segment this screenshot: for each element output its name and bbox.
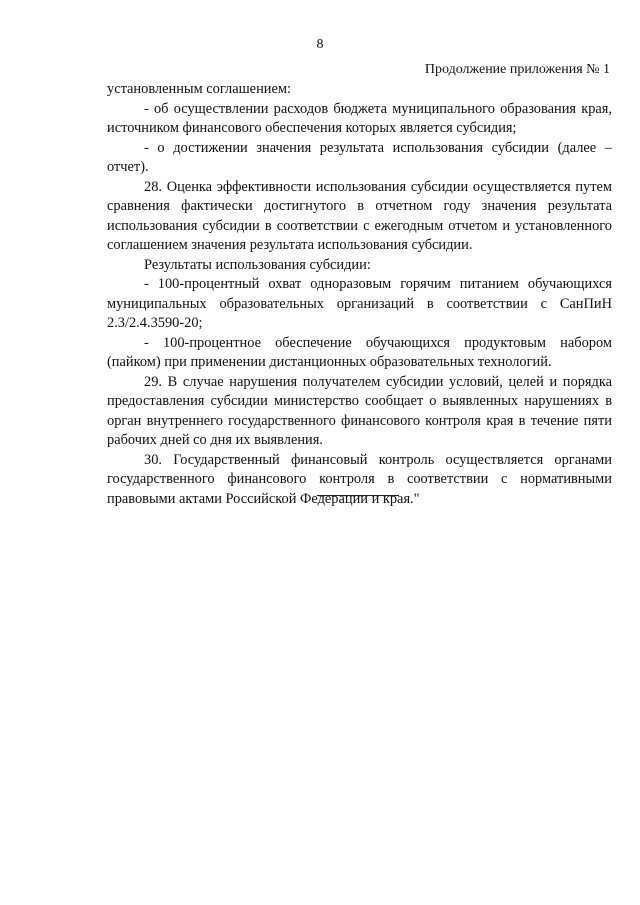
end-of-document-rule	[317, 495, 399, 496]
paragraph-result-report: - о достижении значения результата использования субсидии (далее – отчет).	[107, 139, 612, 175]
paragraph-clause-30: 30. Государственный финансовый контроль осуществляется органами государственного финансового контроля в соответствии с нормативными правовыми актами Российской Федерации и края."	[107, 451, 612, 507]
appendix-continuation-label: Продолжение приложения № 1	[424, 62, 610, 77]
page-number: 8	[316, 37, 324, 52]
paragraph-clause-28: 28. Оценка эффективности использования субсидии осуществляется путем сравнения фактически достигнутого в отчетном году значения результата использования субсидии в соответствии с ежегодным отчетом и установленного соглашением значения результата использования субсидии.	[107, 178, 612, 253]
document-body	[107, 80, 612, 509]
paragraph-hot-meals: - 100-процентный охват одноразовым горячим питанием обучающихся муниципальных образовательных организаций в соответствии с СанПиН 2.3/2.4.3590-20;	[107, 276, 612, 331]
paragraph-expenditure-report: - об осуществлении расходов бюджета муниципального образования края, источником финансового обеспечения которых является субсидия;	[107, 100, 612, 136]
paragraph-food-kits: - 100-процентное обеспечение обучающихся продуктовым набором (пайком) при применении дистанционных образовательных технологий.	[107, 334, 612, 370]
paragraph-results-heading: Результаты использования субсидии:	[144, 256, 371, 273]
paragraph-clause-29: 29. В случае нарушения получателем субсидии условий, целей и порядка предоставления субсидии министерство сообщает о выявленных нарушениях в орган внутреннего государственного финансового контроля края в течение пяти рабочих дней со дня их выявления.	[107, 373, 612, 448]
paragraph-agreement-tail: установленным соглашением:	[107, 81, 291, 97]
